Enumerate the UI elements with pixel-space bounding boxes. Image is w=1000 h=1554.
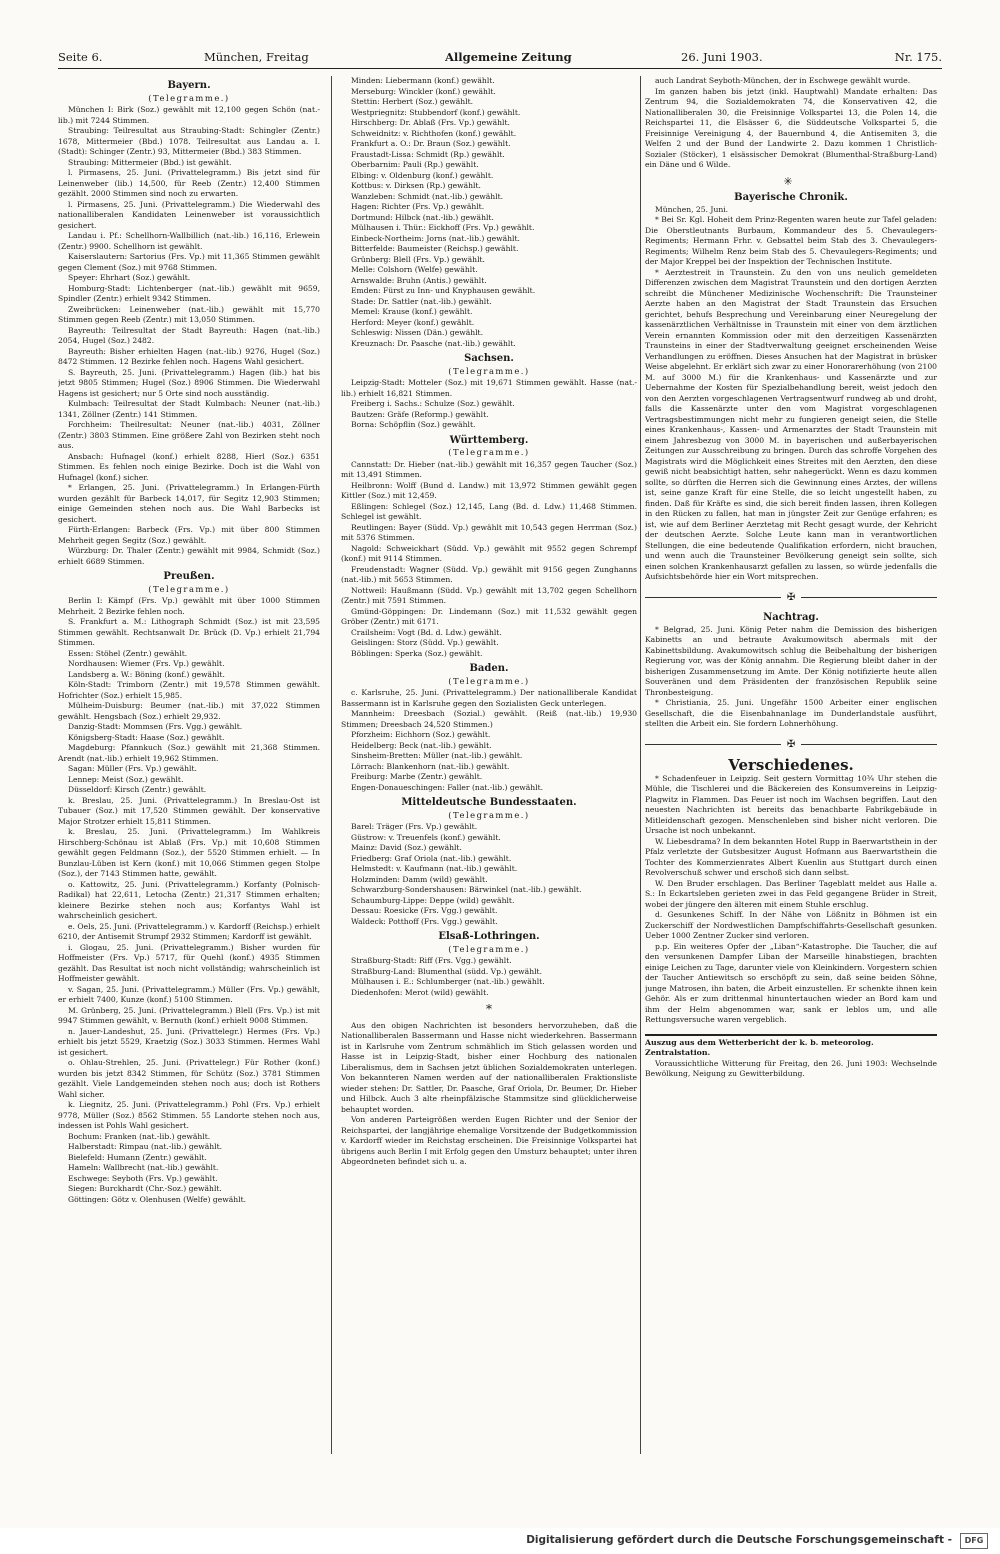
- article-paragraph: Bitterfelde: Baumeister (Reichsp.) gewählt.: [351, 244, 519, 253]
- article-paragraph: Heilbronn: Wolff (Bund d. Landw.) mit 13,972 Stimmen gewählt gegen Kittler (Soz.) mit 12,459.: [341, 480, 637, 500]
- section-subheading: (Telegramme.): [448, 447, 530, 457]
- article-paragraph: Ansbach: Hufnagel (konf.) erhielt 8288, Hierl (Soz.) 6351 Stimmen. Es fehlen noch einige Bezirke. Doch ist die Wahl von Hufnagel (konf.) sicher.: [58, 451, 320, 482]
- article-paragraph: Halberstadt: Rimpau (nat.-lib.) gewählt.: [68, 1142, 223, 1151]
- weather-report: [645, 1034, 937, 1080]
- article-paragraph: Westpriegnitz: Stubbendorf (konf.) gewählt.: [351, 107, 521, 117]
- article-paragraph: Dessau: Roesicke (Frs. Vgg.) gewählt.: [351, 906, 498, 915]
- section-heading: Württemberg.: [449, 434, 529, 446]
- article-paragraph: Diedenhofen: Merot (wild) gewählt.: [351, 987, 489, 997]
- article-paragraph: Grünberg: Blell (Frs. Vp.) gewählt.: [351, 254, 485, 264]
- article-paragraph: Stettin: Herbert (Soz.) gewählt.: [351, 97, 474, 106]
- article-paragraph: * Christiania, 25. Juni. Ungefähr 1500 Arbeiter einer englischen Gesellschaft, die die Eisenbahnanlage im Dunderlandstale ausführt, stellten die Arbeit ein. Sie fordern Lohnerhöhung.: [645, 698, 937, 728]
- article-paragraph: Sinsheim-Bretten: Müller (nat.-lib.) gewählt.: [351, 751, 523, 760]
- article-paragraph: Düsseldorf: Kirsch (Zentr.) gewählt.: [68, 785, 207, 794]
- ornament-divider: [645, 593, 937, 604]
- section-heading: Preußen.: [163, 571, 215, 582]
- article-paragraph: Güstrow: v. Treuenfels (konf.) gewählt.: [351, 832, 501, 842]
- article-paragraph: Magdeburg: Pfannkuch (Soz.) gewählt mit 21,368 Stimmen. Arendt (nat.-lib.) erhielt 19,962 Stimmen.: [58, 743, 320, 763]
- article-paragraph: Schleswig: Nissen (Dän.) gewählt.: [351, 328, 484, 337]
- article-paragraph: l. Pirmasens, 25. Juni. (Privattelegramm.) Bis jetzt sind für Leinenweber (lib.) 14,500, für Reeb (Zentr.) 12,400 Stimmen gezählt. 2000 Stimmen sind noch zu erwarten.: [58, 168, 320, 198]
- section-heading: Verschiedenes.: [728, 756, 854, 774]
- article-paragraph: Leipzig-Stadt: Motteler (Soz.) mit 19,671 Stimmen gewählt. Hasse (nat.-lib.) erhielt 16,821 Stimmen.: [341, 378, 637, 398]
- article-paragraph: n. Jauer-Landeshut, 25. Juni. (Privattelegr.) Hermes (Frs. Vp.) erhielt bis jetzt 5529, Kraetzig (Soz.) 3033 Stimmen. Hermes Wahl ist gesichert.: [58, 1026, 320, 1057]
- article-paragraph: Cannstatt: Dr. Hieber (nat.-lib.) gewählt mit 16,357 gegen Taucher (Soz.) mit 13,491 Stimmen.: [341, 459, 637, 479]
- article-paragraph: Merseburg: Winckler (konf.) gewählt.: [351, 86, 496, 96]
- article-paragraph: * Bei Sr. Kgl. Hoheit dem Prinz-Regenten waren heute zur Tafel geladen: Die Oberstleutnants Burbaum, Kommandeur des 5. Chevaulegers-Regiments; Hermann Frhr. v. Gebsattel beim Stab des 3. Chevaulegers-Regiments; Wilhelm Renz beim Stab des 5. Chevaulegers-Regiments; und der Major Kreppel bei der Inspektion der Technischen Institute.: [645, 215, 937, 266]
- newspaper-title: Allgemeine Zeitung: [445, 50, 572, 64]
- article-paragraph: M. Grünberg, 25. Juni. (Privattelegramm.) Blell (Frs. Vp.) ist mit 9947 Stimmen gewählt, v. Bernuth (konf.) erhielt 9008 Stimmen.: [58, 1005, 320, 1025]
- article-paragraph: Schweidnitz: v. Richthofen (konf.) gewählt.: [351, 128, 517, 138]
- article-paragraph: Freiburg: Marbe (Zentr.) gewählt.: [351, 772, 483, 781]
- page-header: [58, 50, 942, 69]
- article-paragraph: l. Pirmasens, 25. Juni. (Privattelegramm.) Die Wiederwahl des nationalliberalen Kandidaten Leinenweber ist voraussichtlich gesichert.: [58, 199, 320, 230]
- article-paragraph: Waldeck: Potthoff (Frs. Vgg.) gewählt.: [351, 916, 498, 926]
- column-rule: [640, 76, 641, 1454]
- article-paragraph: Freudenstadt: Wagner (Südd. Vp.) gewählt mit 9156 gegen Zunghanns (nat.-lib.) mit 5653 Stimmen.: [341, 564, 637, 584]
- article-paragraph: Helmstedt: v. Kaufmann (nat.-lib.) gewählt.: [351, 864, 518, 873]
- article-paragraph: S. Bayreuth, 25. Juni. (Privattelegramm.) Hagen (lib.) hat bis jetzt 9805 Stimmen; Hugel (Soz.) 8906 Stimmen. Die Wiederwahl Hagens ist gesichert; nur 5 Orte sind noch ausständig.: [58, 367, 320, 398]
- section-subheading: (Telegramme.): [448, 675, 530, 686]
- article-paragraph: Hirschberg: Dr. Ablaß (Frs. Vp.) gewählt.: [351, 118, 510, 127]
- article-paragraph: Sagan: Müller (Frs. Vp.) gewählt.: [68, 764, 197, 773]
- article-paragraph: Fürth-Erlangen: Barbeck (Frs. Vp.) mit über 800 Stimmen Mehrheit gegen Segitz (Soz.) gewählt.: [58, 525, 320, 545]
- article-paragraph: Forchheim: Theilresultat: Neuner (nat.-lib.) 4031, Zöllner (Zentr.) 3803 Stimmen. Eine größere Zahl von Bezirken steht noch aus.: [58, 420, 320, 450]
- article-paragraph: Fraustadt-Lissa: Schmidt (Rp.) gewählt.: [351, 149, 505, 159]
- article-paragraph: k. Breslau, 25. Juni. (Privattelegramm.) Im Wahlkreis Hirschberg-Schönau ist Ablaß (Frs. Vp.) mit 10,608 Stimmen gewählt gegen Feldmann (Soz.), der 5520 Stimmen erhielt. — In Bunzlau-Lüben ist Kern (konf.) mit 10,066 Stimmen gegen Stolpe (Soz.), der 7143 Stimmen hatte, gewählt.: [58, 827, 320, 878]
- article-paragraph: Reutlingen: Bayer (Südd. Vp.) gewählt mit 10,543 gegen Herrman (Soz.) mit 5376 Stimmen.: [341, 522, 637, 542]
- article-paragraph: Lennep: Meist (Soz.) gewählt.: [68, 774, 184, 784]
- article-paragraph: i. Glogau, 25. Juni. (Privattelegramm.) Bisher wurden für Hoffmeister (Frs. Vp.) 5717, für Quehl (konf.) 4935 Stimmen gezählt. Das Resultat ist noch nicht vollständig; wahrscheinlich ist Hoffmeister gewählt.: [58, 942, 320, 983]
- article-paragraph: Schwarzburg-Sondershausen: Bärwinkel (nat.-lib.) gewählt.: [351, 885, 582, 894]
- article-paragraph: W. Den Bruder erschlagen. Das Berliner Tageblatt meldet aus Halle a. S.: In Eckartsleben gerieten zwei in das Feld gegangene Brüder in Streit, wobei der jüngere den älteren mit einem Stuhle erschlug.: [645, 878, 937, 909]
- article-paragraph: d. Gesunkenes Schiff. In der Nähe von Lößnitz in Böhmen ist ein Zuckerschiff der Nordwestlichen Dampfschiffahrts-Gesellschaft gesunken. Ueber 1000 Zentner Zucker sind verloren.: [645, 910, 937, 940]
- ornament: ✳: [783, 174, 799, 188]
- article-paragraph: * Belgrad, 25. Juni. König Peter nahm die Demission des bisherigen Kabinetts an und betraute Avakumowitsch abermals mit der Kabinettsbildung. Avakumowitsch schlug die Beibehaltung der bisherigen Regierung vor, was der König annahm. Die Regierung bleibt daher in der bisherigen Zusammensetzung im Amte. Der König notifizierte heute allen Souveränen und dem Präsidenten der französischen Republik seine Thronbesteigung.: [645, 624, 937, 697]
- city-day: München, Freitag: [204, 50, 309, 64]
- article-paragraph: Böblingen: Sperka (Soz.) gewählt.: [351, 648, 483, 658]
- article-paragraph: Homburg-Stadt: Lichtenberger (nat.-lib.) gewählt mit 9659, Spindler (Zentr.) erhielt 9342 Stimmen.: [58, 283, 320, 303]
- weather-title: Auszug aus dem Wetterbericht der k. b. meteorolog. Zentralstation.: [645, 1037, 874, 1057]
- article-paragraph: e. Oels, 25. Juni. (Privattelegramm.) v. Kardorff (Reichsp.) erhielt 6210, der Antisemit Strumpf 2932 Stimmen; Kardorff ist gewählt.: [58, 921, 320, 941]
- section-heading: Elsaß-Lothringen.: [438, 931, 540, 942]
- article-paragraph: Kaiserslautern: Sartorius (Frs. Vp.) mit 11,365 Stimmen gewählt gegen Clement (Soz.) mit 9768 Stimmen.: [58, 252, 320, 272]
- ornament-divider: [645, 740, 937, 751]
- article-paragraph: Danzig-Stadt: Mommsen (Frs. Vgg.) gewählt.: [68, 722, 243, 731]
- article-paragraph: Straßburg-Land: Blumenthal (südd. Vp.) gewählt.: [351, 966, 542, 976]
- article-paragraph: Hagen: Richter (Frs. Vp.) gewählt.: [351, 202, 485, 211]
- divider-line: [645, 597, 781, 598]
- article-paragraph: Eschwege: Seyboth (Frs. Vp.) gewählt.: [68, 1173, 218, 1183]
- article-paragraph: Oberbarnim: Pauli (Rp.) gewählt.: [351, 160, 479, 169]
- article-paragraph: p.p. Ein weiteres Opfer der „Liban“-Katastrophe. Die Taucher, die auf den versunkenen Dampfer Liban der Marseille hinabstiegen, brachten einige Leichen zu Tage, darunter viele von Kleinkindern. Vorgestern schien der Taucher Antiewitsch so erschöpft zu sein, daß seine beiden Söhne, junge Matrosen, ihn baten, die Arbeit einzustellen. Er schenkte ihnen kein Gehör. Als er zum drittenmal hinuntertauchen wieder an Bord kam und ihm der Helm abgenommen war, sank er leblos um, und alle Rettungsversuche waren vergeblich.: [645, 941, 937, 1024]
- article-paragraph: Wanzleben: Schmidt (nat.-lib.) gewählt.: [351, 191, 504, 201]
- funding-credit: Digitalisierung gefördert durch die Deutsche Forschungsgemeinschaft -: [526, 1534, 952, 1546]
- article-paragraph: Straßburg-Stadt: Riff (Frs. Vgg.) gewählt.: [351, 956, 512, 965]
- article-paragraph: Aus den obigen Nachrichten ist besonders hervorzuheben, daß die Nationalliberalen Bassermann und Hasse nicht wiederkehren. Bassermann ist in Karlsruhe vom Zentrum schmählich im Stich gelassen worden und Hasse ist in Leipzig-Stadt, bisher einer Hochburg des nationalen Liberalismus, dem in Sachsen jetzt üblichen Sozialdemokraten unterlegen. Von bekannteren Namen werden auf der nationalliberalen Fraktionsliste wieder stehen: Dr. Sattler, Dr. Paasche, Graf Oriola, Dr. Beumer, Dr. Hieber und Hilbck. Auch 3 alte rheinpfälzische Stammsitze sind glücklicherweise behauptet worden.: [341, 1020, 637, 1114]
- page-number: Seite 6.: [58, 50, 103, 64]
- article-paragraph: Im ganzen haben bis jetzt (inkl. Hauptwahl) Mandate erhalten: Das Zentrum 94, die Sozialdemokraten 74, die Konservativen 42, die Nationalliberalen 30, die Freisinnige Volkspartei 13, die Polen 14, die Reichspartei 11, die Elsässer 6, die Süddeutsche Volkspartei 5, die Freisinnige Vereinigung 4, der Bauernbund 4, die Antisemiten 3, die Welfen 2 und der Bund der Landwirte 2. Dazu kommen 1 Christlich-Sozialer (Stöcker), 1 elsässischer Demokrat (Blumenthal-Straßburg-Land) ein Däne und 6 Wilde.: [645, 86, 937, 169]
- article-paragraph: Essen: Stöhel (Zentr.) gewählt.: [68, 648, 188, 658]
- article-paragraph: München, 25. Juni.: [655, 204, 729, 214]
- ornament-mark: ✠: [786, 591, 796, 603]
- article-paragraph: Kreuznach: Dr. Paasche (nat.-lib.) gewählt.: [351, 338, 516, 348]
- article-paragraph: Mülheim-Duisburg: Beumer (nat.-lib.) mit 37,022 Stimmen gewählt. Hengsbach (Soz.) erhielt 29,932.: [58, 701, 320, 721]
- article-paragraph: Stade: Dr. Sattler (nat.-lib.) gewählt.: [351, 296, 492, 306]
- article-paragraph: o. Kattowitz, 25. Juni. (Privattelegramm.) Korfanty (Polnisch-Radikal) hat 22,611, Letocha (Zentr.) 21,317 Stimmen erhalten; kleinere Bezirke stehen noch aus; Korfantys Wahl ist wahrscheinlich gesichert.: [58, 879, 320, 920]
- article-paragraph: Speyer: Ehrhart (Soz.) gewählt.: [68, 273, 191, 282]
- article-paragraph: Borna: Schöpflin (Soz.) gewählt.: [351, 420, 476, 429]
- weather-text: Voraussichtliche Witterung für Freitag, den 26. Juni 1903: Wechselnde Bewölkung, Neigung zu Gewitterbildung.: [645, 1058, 937, 1078]
- article-paragraph: Heidelberg: Beck (nat.-lib.) gewählt.: [351, 740, 492, 750]
- column-rule: [331, 76, 332, 1454]
- article-paragraph: München I: Birk (Soz.) gewählt mit 12,100 gegen Schön (nat.-lib.) mit 7244 Stimmen.: [58, 105, 320, 125]
- article-paragraph: v. Sagan, 25. Juni. (Privattelegramm.) Müller (Frs. Vp.) gewählt, er erhielt 7400, Kunze (konf.) 5100 Stimmen.: [58, 984, 320, 1004]
- article-paragraph: Friedberg: Graf Oriola (nat.-lib.) gewählt.: [351, 853, 512, 863]
- article-paragraph: S. Frankfurt a. M.: Lithograph Schmidt (Soz.) ist mit 23,595 Stimmen gewählt. Rechtsanwalt Dr. Brück (D. Vp.) erhielt 21,794 Stimmen.: [58, 617, 320, 647]
- article-paragraph: Eßlingen: Schlegel (Soz.) 12,145, Lang (Bd. d. Ldw.) 11,468 Stimmen. Schlegel ist gewählt.: [341, 501, 637, 521]
- section-heading: Mitteldeutsche Bundesstaaten.: [401, 797, 577, 808]
- divider-line: [801, 597, 937, 598]
- column-2: [341, 76, 637, 1456]
- separator-star: *: [486, 1002, 492, 1016]
- article-paragraph: o. Ohlau-Strehlen, 25. Juni. (Privattelegr.) Für Rother (konf.) wurden bis jetzt 8342 Stimmen, für Schütz (Soz.) 3781 Stimmen gezählt. Viele Landgemeinden stehen noch aus; doch ist Rothers Wahl sicher.: [58, 1058, 320, 1099]
- article-paragraph: Nottweil: Haußmann (Südd. Vp.) gewählt mit 13,702 gegen Schellhorn (Zentr.) mit 7591 Stimmen.: [341, 585, 637, 605]
- section-subheading: (Telegramme.): [448, 809, 530, 820]
- article-paragraph: Pforzheim: Eichhorn (Soz.) gewählt.: [351, 730, 491, 739]
- article-paragraph: k. Liegnitz, 25. Juni. (Privattelegramm.) Pohl (Frs. Vp.) erhielt 9778, Müller (Soz.) 8562 Stimmen. 55 Landorte stehen noch aus, indessen ist Pohls Wahl gesichert.: [58, 1100, 320, 1130]
- article-paragraph: Holzminden: Damm (wild) gewählt.: [351, 874, 488, 884]
- article-paragraph: Bochum: Franken (nat.-lib.) gewählt.: [68, 1131, 211, 1141]
- section-heading: Bayern.: [167, 80, 211, 91]
- article-paragraph: Kottbus: v. Dirksen (Rp.) gewählt.: [351, 181, 481, 190]
- article-paragraph: Hameln: Wallbrecht (nat.-lib.) gewählt.: [68, 1163, 219, 1172]
- ornament-mark: ✠: [786, 738, 796, 750]
- article-paragraph: Mülhausen i. E.: Schlumberger (nat.-lib.) gewählt.: [351, 977, 545, 986]
- article-paragraph: Bayreuth: Bisher erhielten Hagen (nat.-lib.) 9276, Hugel (Soz.) 8472 Stimmen. 12 Bezirke fehlen noch. Hagens Wahl gesichert.: [58, 346, 320, 366]
- article-paragraph: Mülhausen i. Thür.: Eickhoff (Frs. Vp.) gewählt.: [351, 223, 535, 232]
- section-subheading: (Telegramme.): [148, 92, 230, 103]
- digitization-footer: [0, 1528, 1000, 1554]
- article-paragraph: Elbing: v. Oldenburg (konf.) gewählt.: [351, 170, 494, 180]
- article-paragraph: Köln-Stadt: Trimborn (Zentr.) mit 19,578 Stimmen gewählt. Hofrichter (Soz.) erhielt 15,985.: [58, 680, 320, 700]
- article-paragraph: Siegen: Burckhardt (Chr.-Soz.) gewählt.: [68, 1184, 222, 1193]
- article-paragraph: Arnswalde: Bruhn (Antis.) gewählt.: [351, 275, 487, 285]
- section-subheading: (Telegramme.): [448, 943, 530, 954]
- section-subheading: (Telegramme.): [448, 365, 530, 376]
- article-paragraph: * Aerztestreit in Traunstein. Zu den von uns neulich gemeldeten Differenzen zwischen dem Magistrat Traunstein und den dortigen Aerzten schreibt die Münchener Medizinische Wochenschrift: Die Traunsteiner Aerzte haben an den Magistrat der Stadt Traunstein das Ersuchen gerichtet, behufs Besprechung und Vereinbarung einer Neuregelung der kassenärztlichen Verhältnisse in Traunstein mit einer von dem ärztlichen Verein ernannten Kommission oder mit den derzeitigen Kassenärzten Traunsteins in einer der Stadtverwaltung geeignet erscheinenden Weise Verhandlungen zu eröffnen. Dieses Ansuchen hat der Magistrat in brüsker Weise abgelehnt. Er erklärt sich zwar zu einer Honorarerhöhung (von 2100 M. auf 3000 M.) für die Krankenhaus- und Kassenärzte und zur Uebernahme der Kosten für Spezialbehandlung bereit, weist jedoch den von den Aerzten vorgeschlagenen Vertragsentwurf rundweg ab und droht, falls die Kassenärzte unter den vom Magistrat vorgeschlagenen Vertragsbestimmungen nicht mehr zu fungieren geneigt seien, die Stelle eines Krankenhaus-, Kassen- und Armenarztes der Stadt Traunstein mit einem Jahresbezug von 3000 M. in bayerischen und außerbayerischen Zeitungen zur Ausschreibung zu bringen. Durch das schroffe Vorgehen des Magistrats wird die Möglichkeit eines Streites mit den Aerzten, den diese gewiß nicht beabsichtigt hatten, sehr nahegerückt. Wenn es dazu kommen sollte, so dürften die Herren sich die Gewinnung eines Arztes, der willens ist, seine ganze Kraft für eine Stelle, die so leicht ungestellt haben, zu finden. Daß für Kräfte es sind, die sich bereit finden lassen, ihren Kollegen in den Rücken zu fallen, hat man in jüngster Zeit zur Genüge erfahren; es ist, wie auf dem Berliner Aerztetag mit Recht gesagt wurde, der Kehricht der deutschen Aerzte. Solche Leute kann man in verantwortlichen Stellungen, die eine bedeutende Qualifikation erfordern, nicht brauchen, und wenn auch die Traunsteiner Bevölkerung geneigt sein sollte, sich einen solchen Krankenhausarzt gefallen zu lassen, so würde jedenfalls die Aufsichtsbehörde hier ein Wort mitsprechen.: [645, 267, 937, 581]
- article-paragraph: Lörrach: Blankenhorn (nat.-lib.) gewählt.: [351, 761, 510, 771]
- dfg-logo: DFG: [960, 1533, 988, 1549]
- article-paragraph: * Schadenfeuer in Leipzig. Seit gestern Vormittag 10¾ Uhr stehen die Mühle, die Tischlerei und die Bäckereien des Konsumvereins in Leipzig-Plagwitz in Flammen. Das Feuer ist noch im Wachsen begriffen. Laut den neuesten Nachrichten ist bereits das benachbarte Fabrikgebäude in Mitleidenschaft gezogen. Menschenleben sind bisher nicht verloren. Die Ursache ist noch unbekannt.: [645, 773, 937, 835]
- article-paragraph: Emden: Fürst zu Inn- und Knyphausen gewählt.: [351, 286, 536, 295]
- article-paragraph: Königsberg-Stadt: Haase (Soz.) gewählt.: [68, 732, 225, 742]
- article-paragraph: Melle: Colshorn (Welfe) gewählt.: [351, 265, 478, 274]
- article-paragraph: Freiberg i. Sachs.: Schulze (Soz.) gewählt.: [351, 399, 515, 408]
- article-paragraph: Nordhausen: Wiemer (Frs. Vp.) gewählt.: [68, 659, 225, 668]
- article-paragraph: Gmünd-Göppingen: Dr. Lindemann (Soz.) mit 11,532 gewählt gegen Gröber (Zentr.) mit 6171.: [341, 606, 637, 626]
- divider-line: [645, 744, 781, 745]
- article-paragraph: Straubing: Teilresultat aus Straubing-Stadt: Schingler (Zentr.) 1678, Mittermeier (Bbd.) 1078. Teilresultat aus Landau a. I. (Stadt): Schinger (Zentr.) 93, Mittermeier (Bbd.) 383 Stimmen.: [58, 126, 320, 156]
- article-paragraph: Kulmbach: Teilresultat der Stadt Kulmbach: Neuner (nat.-lib.) 1341, Zöllner (Zentr.) 141 Stimmen.: [58, 399, 320, 419]
- article-paragraph: W. Liebesdrama? In dem bekannten Hotel Rupp in Baerwartsthein in der Pfalz verletzte der Gutsbesitzer August Hofmann aus Baerwartsthein die Tochter des Kommerzienrates Albert Kuenlin aus Stuttgart durch einen Revolverschuß schwer und erschoß sich dann selbst.: [645, 836, 937, 877]
- section-heading: Baden.: [469, 663, 509, 674]
- article-paragraph: Engen-Donaueschingen: Faller (nat.-lib.) gewählt.: [351, 782, 544, 792]
- section-subheading: (Telegramme.): [148, 583, 230, 594]
- column-1: [58, 76, 320, 1456]
- article-paragraph: Crailsheim: Vogt (Bd. d. Ldw.) gewählt.: [351, 627, 502, 637]
- column-3: [645, 76, 937, 1456]
- article-paragraph: Einbeck-Northeim: Jorns (nat.-lib.) gewählt.: [351, 233, 520, 243]
- article-paragraph: Mannheim: Dreesbach (Sozial.) gewählt. (Reiß (nat.-lib.) 19,930 Stimmen; Dreesbach 24,520 Stimmen.): [341, 709, 637, 729]
- article-paragraph: * Erlangen, 25. Juni. (Privattelegramm.) In Erlangen-Fürth wurden gezählt für Barbeck 14,017, für Segitz 12,903 Stimmen; einige Gemeinden stehen noch aus. Die Wahl Barbecks ist gesichert.: [58, 483, 320, 524]
- article-paragraph: Bayreuth: Teilresultat der Stadt Bayreuth: Hagen (nat.-lib.) 2054, Hugel (Soz.) 2482.: [58, 325, 320, 345]
- section-heading: Nachtrag.: [763, 612, 819, 623]
- article-paragraph: Bautzen: Gräfe (Reformp.) gewählt.: [351, 409, 489, 419]
- article-paragraph: Bielefeld: Humann (Zentr.) gewählt.: [68, 1152, 207, 1162]
- issue-number: Nr. 175.: [894, 50, 942, 64]
- article-paragraph: auch Landrat Seyboth-München, der in Eschwege gewählt wurde.: [655, 76, 911, 85]
- article-paragraph: Minden: Liebermann (konf.) gewählt.: [351, 76, 495, 85]
- article-paragraph: Geislingen: Storz (Südd. Vp.) gewählt.: [351, 638, 499, 647]
- section-heading: Bayerische Chronik.: [734, 192, 848, 203]
- issue-date: 26. Juni 1903.: [681, 50, 763, 64]
- article-paragraph: Straubing: Mittermeier (Bbd.) ist gewählt.: [68, 157, 232, 167]
- article-paragraph: Frankfurt a. O.: Dr. Braun (Soz.) gewählt.: [351, 139, 511, 148]
- article-paragraph: Landsberg a. W.: Böning (konf.) gewählt.: [68, 669, 225, 679]
- article-paragraph: Göttingen: Götz v. Olenhusen (Welfe) gewählt.: [68, 1194, 247, 1204]
- article-paragraph: Zweibrücken: Leinenweber (nat.-lib.) gewählt mit 15,770 Stimmen gegen Reeb (Zentr.) mit 13,050 Stimmen.: [58, 304, 320, 324]
- article-paragraph: Dortmund: Hilbck (nat.-lib.) gewählt.: [351, 212, 494, 222]
- section-heading: Sachsen.: [464, 353, 514, 364]
- article-paragraph: Nagold: Schweickhart (Südd. Vp.) gewählt mit 9552 gegen Schrempf (konf.) mit 9114 Stimmen.: [341, 543, 637, 563]
- article-paragraph: Herford: Meyer (konf.) gewählt.: [351, 317, 475, 327]
- article-paragraph: c. Karlsruhe, 25. Juni. (Privattelegramm.) Der nationalliberale Kandidat Bassermann ist in Karlsruhe gegen den Sozialisten Geck unterlegen.: [341, 688, 637, 708]
- article-paragraph: Würzburg: Dr. Thaler (Zentr.) gewählt mit 9984, Schmidt (Soz.) erhielt 6689 Stimmen.: [58, 546, 320, 566]
- article-paragraph: Memel: Krause (konf.) gewählt.: [351, 307, 473, 316]
- divider-line: [801, 744, 937, 745]
- article-paragraph: Von anderen Parteigrößen werden Eugen Richter und der Senior der Reichspartei, der langjährige ehemalige Vorsitzende der Budgetkommission v. Kardorff wieder im Reichstag erscheinen. Die Freisinnige Volkspartei hat übrigens auch Berlin I mit Erfolg gegen den Umsturz behauptet; unter ihren Abgeordneten befindet sich u. a.: [341, 1115, 637, 1166]
- article-paragraph: Mainz: David (Soz.) gewählt.: [351, 843, 462, 852]
- article-paragraph: Barel: Träger (Frs. Vp.) gewählt.: [351, 822, 478, 831]
- article-paragraph: Berlin I: Kämpf (Frs. Vp.) gewählt mit über 1000 Stimmen Mehrheit. 2 Bezirke fehlen noch.: [58, 596, 320, 616]
- article-paragraph: Schaumburg-Lippe: Deppe (wild) gewählt.: [351, 895, 515, 905]
- article-paragraph: k. Breslau, 25. Juni. (Privattelegramm.) In Breslau-Ost ist Tubauer (Soz.) mit 17,520 Stimmen gewählt. Der konservative Major Strotzer erhielt 15,811 Stimmen.: [58, 795, 320, 826]
- article-paragraph: Landau i. Pf.: Schellhorn-Wallbillich (nat.-lib.) 16,116, Erlewein (Zentr.) 9900. Schellhorn ist gewählt.: [58, 231, 320, 251]
